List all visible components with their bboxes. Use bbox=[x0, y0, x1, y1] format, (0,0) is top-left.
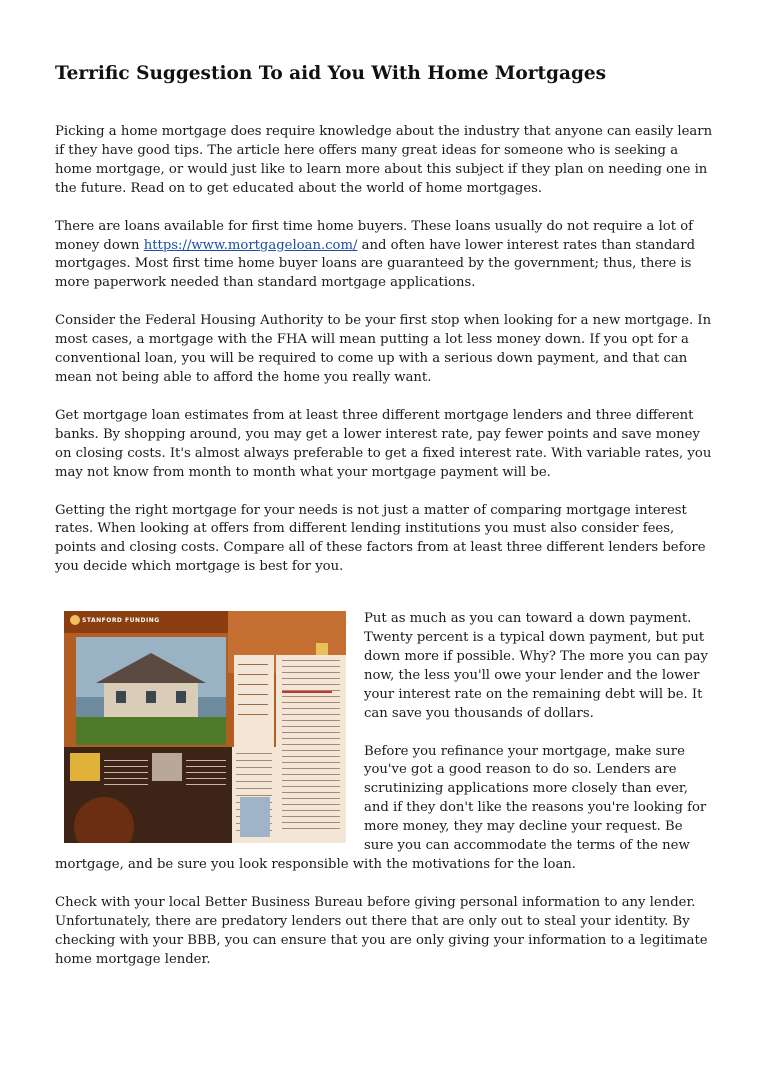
image-nav-panel bbox=[234, 655, 274, 755]
house-photo bbox=[76, 637, 226, 745]
house-lawn bbox=[76, 717, 226, 745]
paragraph-refinance: Before you refinance your mortgage, make sure you've got a good reason to do so. Lenders are scrutinizing applications more closely than ever, and if they don't like the reasons you're looking for more money, they may decline your request. Be sure you can accommodate the terms of the new mortgage, and be sure you look responsible with the motivations for the loan. bbox=[55, 743, 707, 872]
mortgage-loan-link[interactable]: https://www.mortgageloan.com/ bbox=[143, 237, 358, 253]
image-calc-thumbnail bbox=[152, 753, 182, 781]
image-people-photo bbox=[240, 797, 270, 837]
article bbox=[55, 62, 713, 989]
paragraph-bbb: Check with your local Better Business Bureau before giving personal information to any lender. Unfortunately, there are predatory lenders out there that are only out to steal your identity. By checking with your BBB, you can ensure that you are only giving your information to a legitimate home mortgage lender. bbox=[55, 894, 708, 967]
paragraph-text: There are loans available for first time home buyers. These loans usually do not require a lot of money down bbox=[55, 218, 694, 253]
paragraph-text: and often have lower interest rates than standard mortgages. Most first time home buyer loans are guaranteed by the government; thus, there is more paperwork needed than standard mortgage applications. bbox=[55, 237, 696, 291]
image-red-notice bbox=[282, 691, 332, 711]
image-key-thumbnail bbox=[70, 753, 100, 781]
house-roof bbox=[96, 653, 206, 683]
article-title: Terrific Suggestion To aid You With Home Mortgages bbox=[55, 63, 607, 84]
paragraph-estimates: Get mortgage loan estimates from at least three different mortgage lenders and three different banks. By shopping around, you may get a lower interest rate, pay fewer points and save money on closing costs. It's almost always preferable to get a fixed interest rate. With variable rates, you may not know from month to month what your mortgage payment will be. bbox=[55, 407, 712, 480]
paragraph-intro: Picking a home mortgage does require knowledge about the industry that anyone can easily learn if they have good tips. The article here offers many great ideas for someone who is seeking a home mortgage, or would just like to learn more about this subject if they plan on needing one in the future. Read on to get educated about the world of home mortgages. bbox=[55, 124, 713, 196]
mortgage-website-image bbox=[64, 611, 346, 843]
paragraph-fha: Consider the Federal Housing Authority to be your first stop when looking for a new mortgage. In most cases, a mortgage with the FHA will mean putting a lot less money down. If you opt for a conventional loan, you will be required to come up with a serious down payment, and that can mean not being able to afford the home you really want. bbox=[55, 313, 712, 385]
paragraph-right-mortgage: Getting the right mortgage for your needs is not just a matter of comparing mortgage interest rates. When looking at offers from different lending institutions you must also consider fees, points and closing costs. Compare all of these factors from at least three different lenders before you decide which mortgage is best for you. bbox=[55, 502, 706, 575]
image-content-panel bbox=[276, 655, 346, 843]
image-brand-text: STANFORD FUNDING bbox=[82, 617, 160, 625]
paragraph-first-time-buyers bbox=[55, 218, 713, 294]
paragraph-down-payment: Put as much as you can toward a down payment. Twenty percent is a typical down payment, but put down more if possible. Why? The more you can pay now, the less you'll owe your lender and the lower your interest rate on the remaining debt will be. It can save you thousands of dollars. bbox=[364, 611, 708, 721]
